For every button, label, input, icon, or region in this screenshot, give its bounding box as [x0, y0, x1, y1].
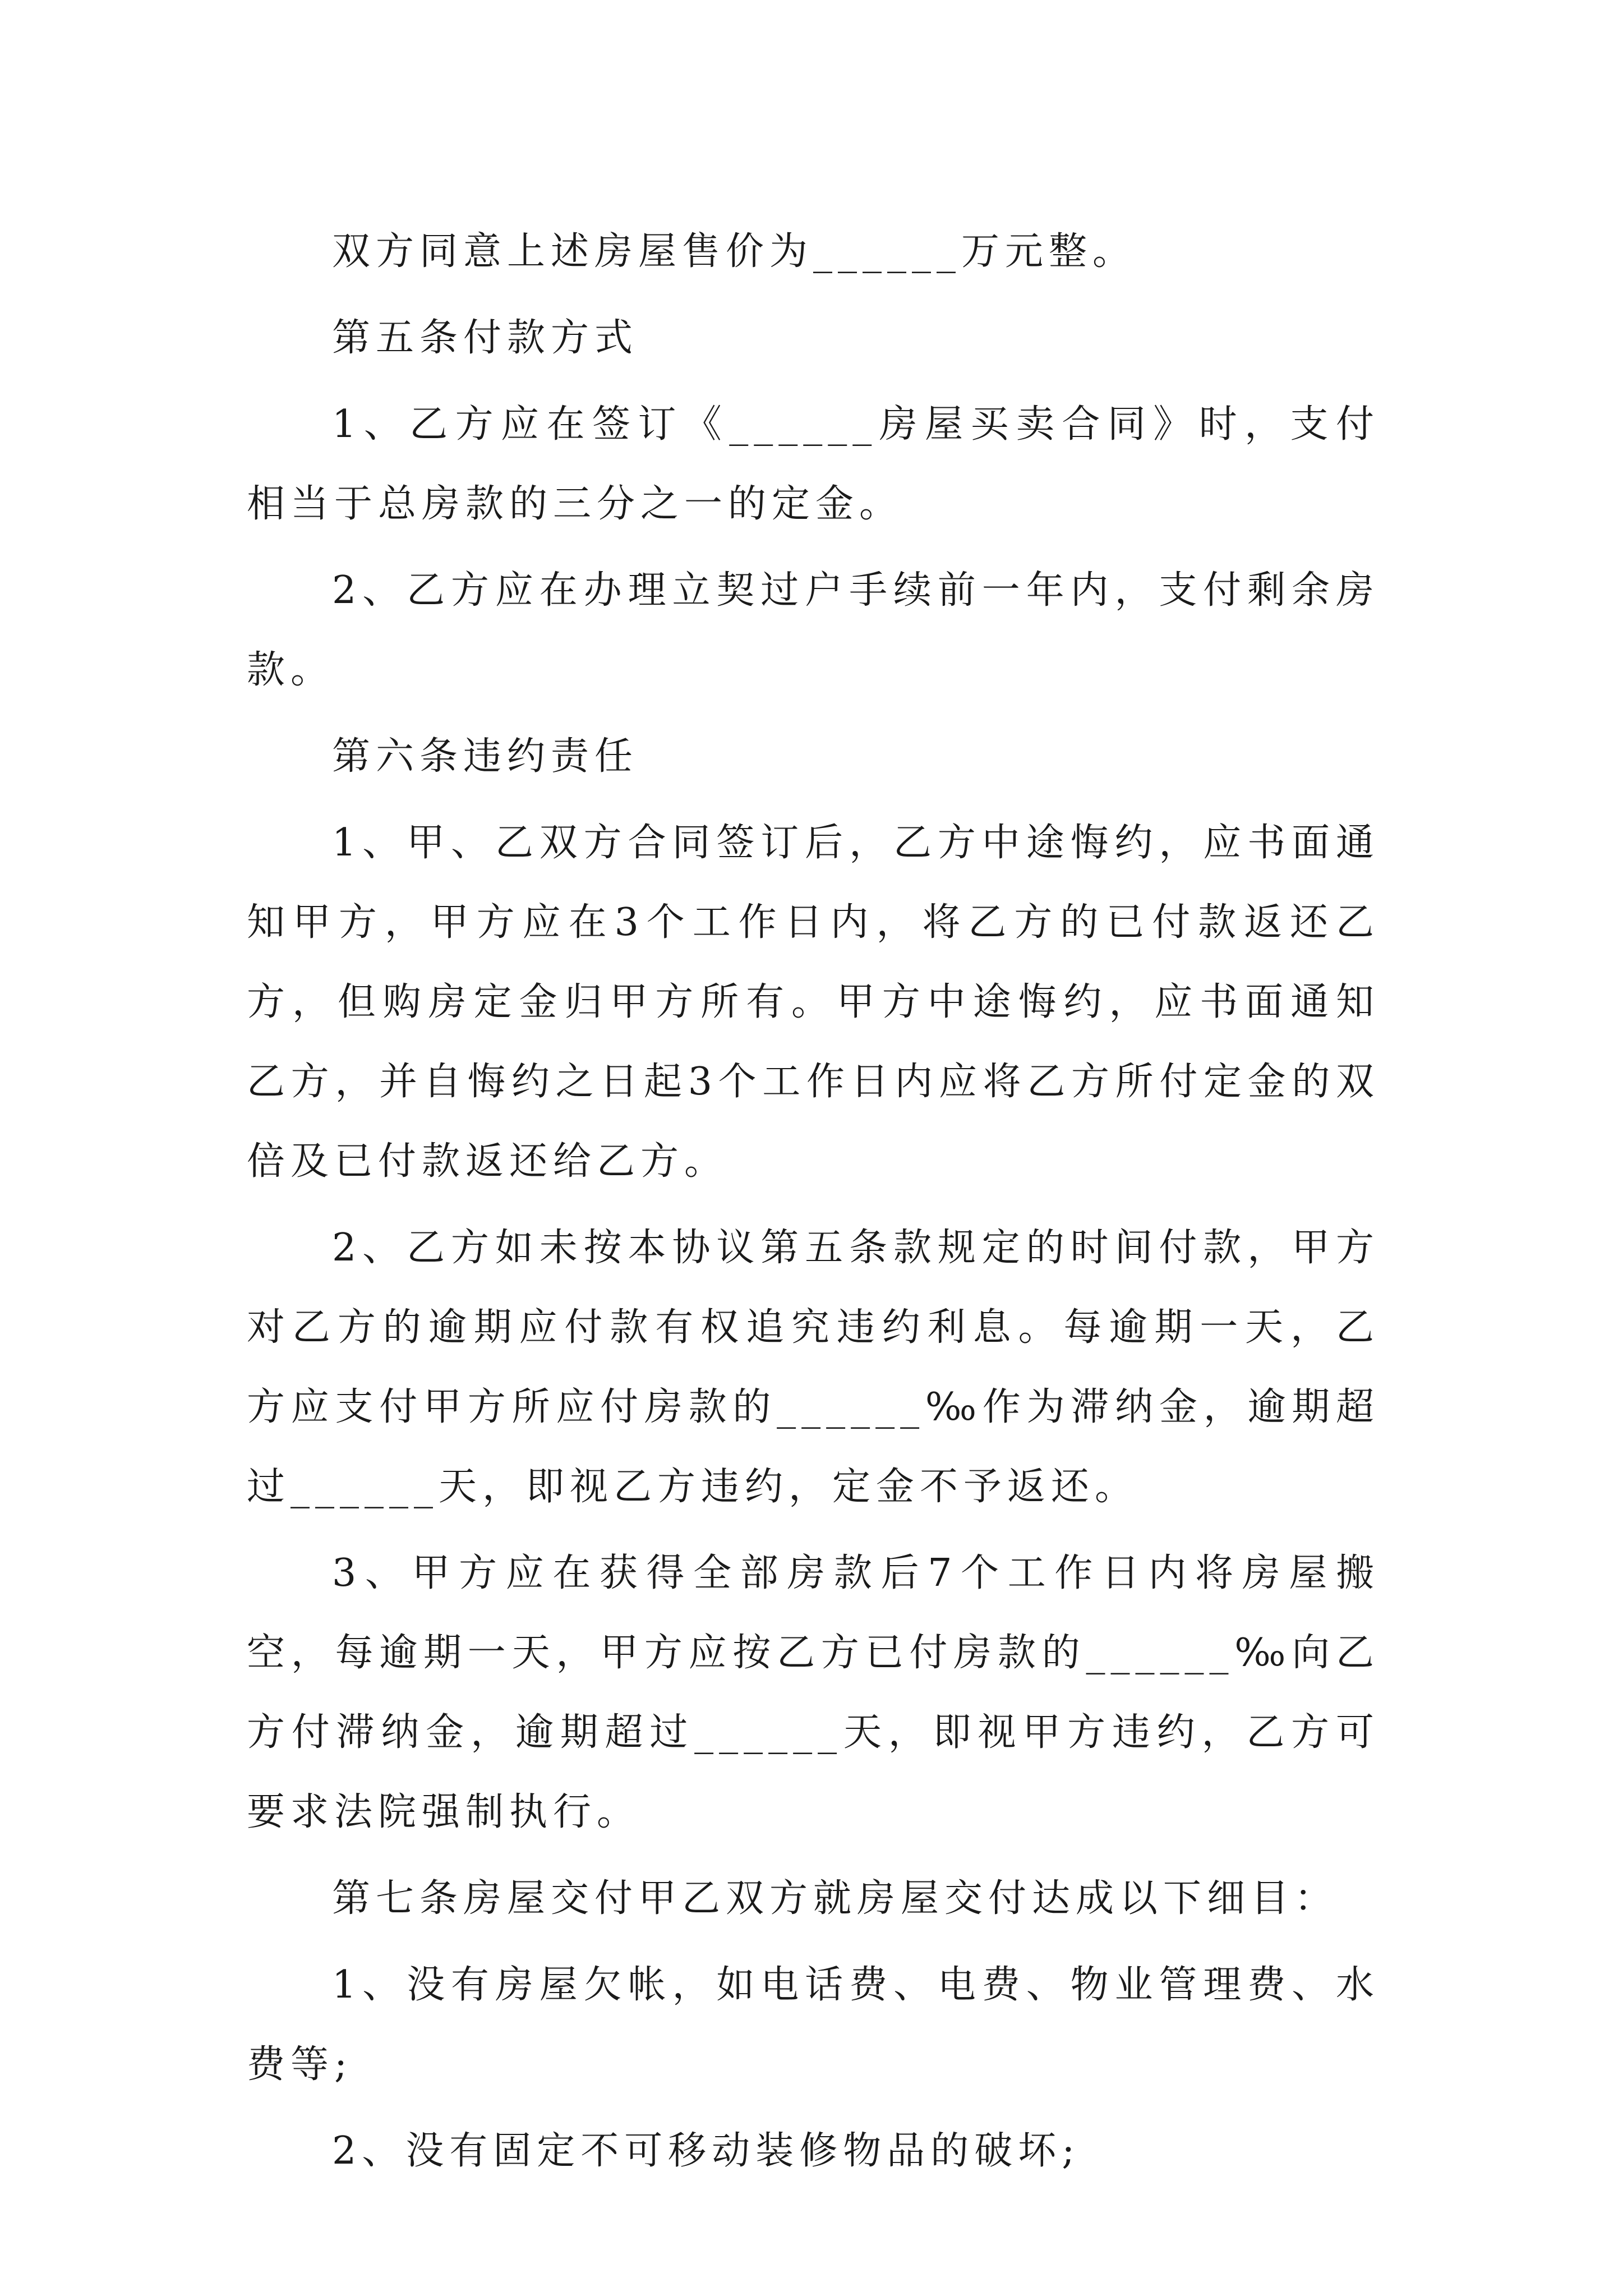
paragraph-article-6-item-2: 2、乙方如未按本协议第五条款规定的时间付款，甲方对乙方的逾期应付款有权追究违约利息。每逾期一天，乙方应支付甲方所应付房款的______‰作为滞纳金，逾期超过______天，即视乙方违约，定金不予返还。 [247, 1226, 1380, 1509]
paragraph-article-5-item-2: 2、乙方应在办理立契过户手续前一年内，支付剩余房款。 [247, 568, 1380, 692]
paragraph-article-6-item-3: 3、甲方应在获得全部房款后7个工作日内将房屋搬空，每逾期一天，甲方应按乙方已付房款的______‰向乙方付滞纳金，逾期超过______天，即视甲方违约，乙方可要求法院强制执行。 [247, 1551, 1380, 1834]
paragraph-article-6-item-1: 1、甲、乙双方合同签订后，乙方中途悔约，应书面通知甲方，甲方应在3个工作日内，将乙方的已付款返还乙方，但购房定金归甲方所有。甲方中途悔约，应书面通知乙方，并自悔约之日起3个工作日内应将乙方所付定金的双倍及已付款返还给乙方。 [247, 821, 1380, 1184]
heading-article-5: 第五条付款方式 [332, 316, 639, 360]
heading-article-7: 第七条房屋交付甲乙双方就房屋交付达成以下细目： [332, 1876, 1339, 1921]
paragraph-article-7-item-1: 1、没有房屋欠帐，如电话费、电费、物业管理费、水费等; [247, 1963, 1380, 2087]
paragraph-article-5-item-1: 1、乙方应在签订《______房屋买卖合同》时，支付相当于总房款的三分之一的定金。 [247, 402, 1380, 526]
paragraph-price: 双方同意上述房屋售价为______万元整。 [332, 229, 1137, 274]
heading-article-6: 第六条违约责任 [332, 734, 639, 779]
document-body [247, 212, 1380, 2198]
paragraph-article-7-item-2: 2、没有固定不可移动装修物品的破坏; [332, 2129, 1081, 2173]
